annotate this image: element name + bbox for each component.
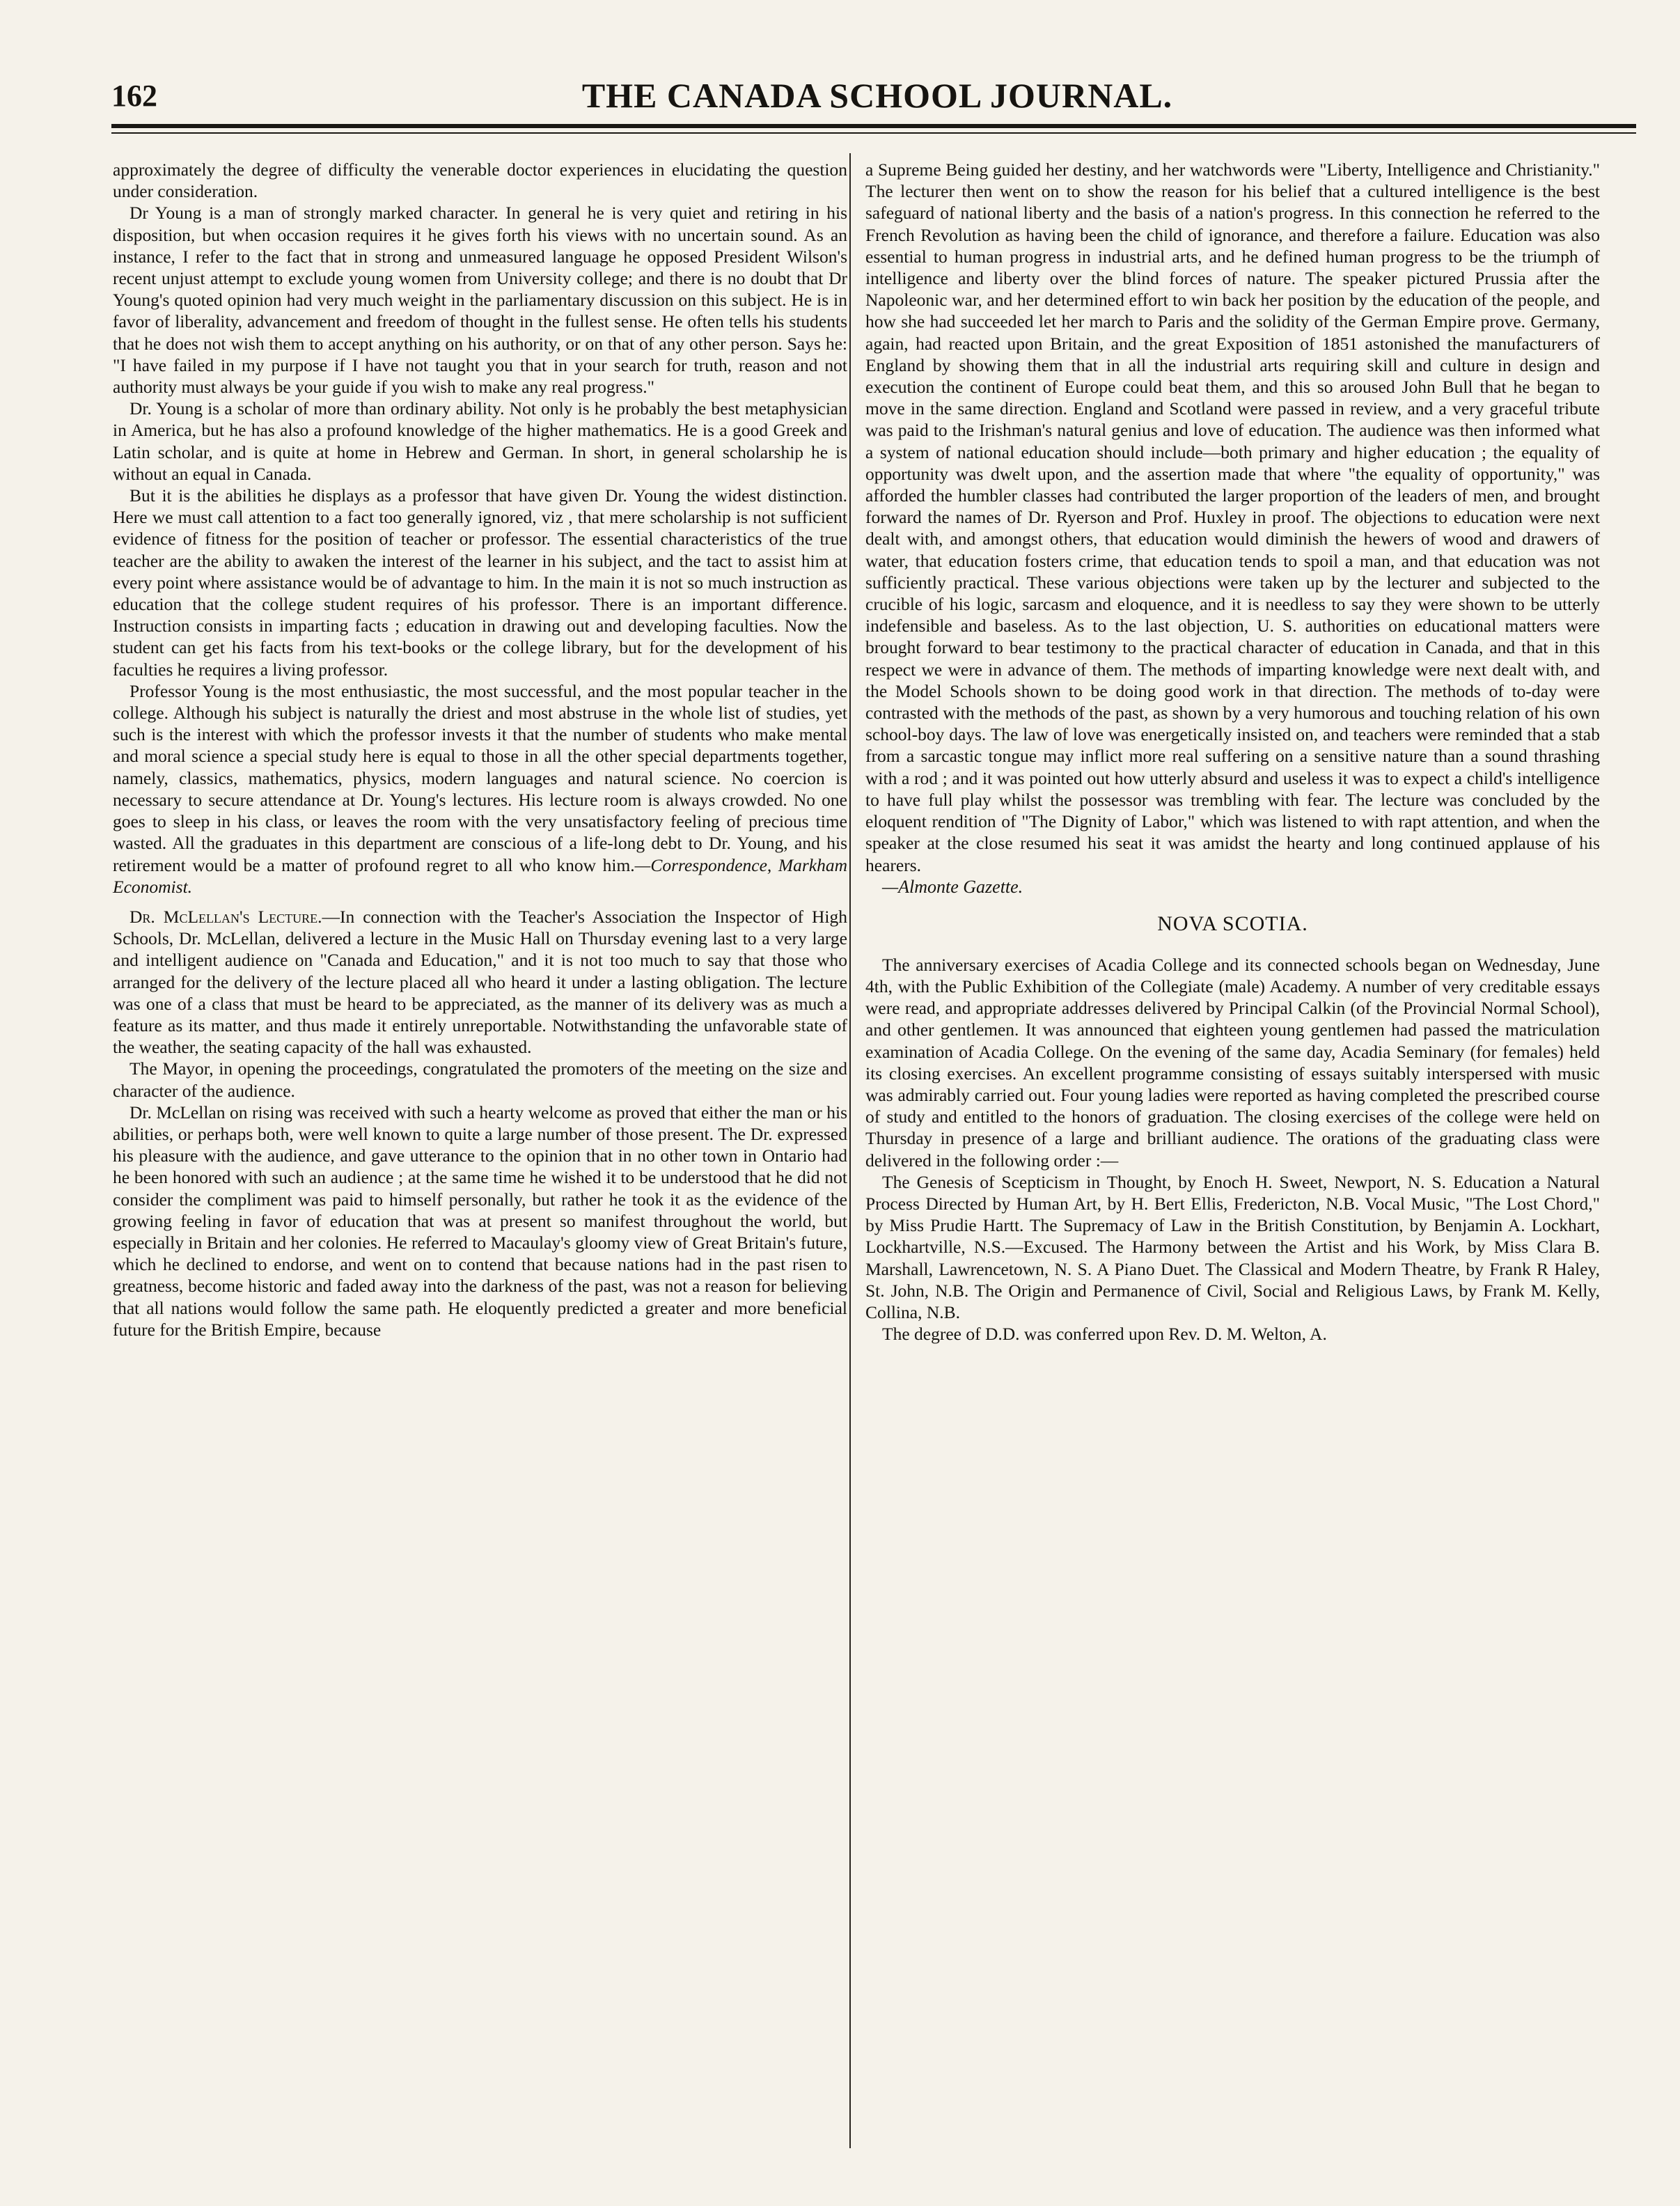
mclellan-paragraph: The Mayor, in opening the proceedings, congratulated the promoters of the meeting on the size and character of the audience. [113, 1058, 847, 1101]
left-column [113, 159, 847, 1340]
young-paragraph: Dr Young is a man of strongly marked character. In general he is very quiet and retiring in his disposition, but when occasion requires it he gives forth his views with no uncertain sound. As an instance, I refer to the fact that in strong and unmeasured language he opposed President Wilson's recent unjust attempt to exclude young women from University college; and there is no doubt that Dr Young's quoted opinion had very much weight in the parliamentary discussion on this subject. He is in favor of liberality, advancement and freedom of thought in the fullest sense. He often tells his students that he does not wish them to accept anything on his authority, or on that of any other person. Says he: "I have failed in my purpose if I have not taught you that in your search for truth, reason and not authority must always be your guide if you wish to make any real progress." [113, 203, 847, 398]
mclellan-lecture-text: —In connection with the Teacher's Association the Inspector of High Schools, Dr. McLellan, delivered a lecture in the Music Hall on Thursday evening last to a very large and intelligent audience on "Canada and Education," and it is not too much to say that those who arranged for the delivery of the lecture placed all who heard it under a lasting obligation. The lecture was one of a class that must be heard to be appreciated, as the manner of its delivery was as much a feature as its matter, and thus made it entirely unreportable. Notwithstanding the unfavorable state of the weather, the seating capacity of the hall was exhausted. [113, 906, 847, 1058]
page-header [111, 75, 1643, 120]
page-number: 162 [111, 79, 157, 113]
mclellan-lecture-paragraph [113, 906, 847, 1058]
young-paragraph [113, 680, 847, 898]
nova-scotia-paragraph: The Genesis of Scepticism in Thought, by Enoch H. Sweet, Newport, N. S. Education a Natural Process Directed by Human Art, by H. Bert Ellis, Fredericton, N.B. Vocal Music, "The Lost Chord," by Miss Prudie Hartt. The Supremacy of Law in the British Constitution, by Benjamin A. Lockhart, Lockhartville, N.S.—Excused. The Harmony between the Artist and his Work, by Miss Clara B. Marshall, Lawrencetown, N. S. A Piano Duet. The Classical and Modern Theatre, by Frank R Haley, St. John, N.B. The Origin and Permanence of Civil, Social and Religious Laws, by Frank M. Kelly, Collina, N.B. [865, 1171, 1600, 1322]
header-rule-thick [111, 124, 1636, 128]
article-heading: Dr. McLellan's Lecture. [129, 906, 322, 927]
mclellan-continuation: a Supreme Being guided her destiny, and her watchwords were "Liberty, Intelligence and Christianity." The lecturer then went on to show the reason for his belief that a cultured intelligence is the best safeguard of national liberty and the basis of a nation's progress. In this connection he referred to the French Revolution as having been the child of ignorance, and therefore a failure. Education was also essential to human progress in industrial arts, and he defined human progress to be the triumph of intelligence and liberty over the blind forces of nature. The speaker pictured Prussia after the Napoleonic war, and her determined effort to win back her position by the education of the people, and how she had succeeded let her march to Paris and the solidity of the German Empire prove. Germany, again, had reacted upon Britain, and the great Exposition of 1851 astonished the manufacturers of England by showing them that in all the industrial arts requiring skill and culture in design and execution the continent of Europe could beat them, and this so aroused John Bull that he began to move in the same direction. England and Scotland were passed in review, and a very graceful tribute was paid to the Irishman's natural genius and love of education. The audience was then informed what a system of national education should include—both primary and higher education ; the equality of opportunity was dwelt upon, and the assertion made that where "the equality of opportunity," was afforded the humbler classes had contributed the larger proportion of the leaders of men, and brought forward the names of Dr. Ryerson and Prof. Huxley in proof. The objections to education were next dealt with, and amongst others, that education would diminish the hewers of wood and drawers of water, that education fosters crime, that education tends to spoil a man, and that education was not sufficiently practical. These various objections were taken up by the lecturer and subjected to the crucible of his logic, sarcasm and eloquence, and it is needless to say they were shown to be utterly indefensible and baseless. As to the last objection, U. S. authorities on educational matters were brought forward to bear testimony to the practical character of education in Canada, and that in this respect we were in advance of them. The methods of imparting knowledge were next dealt with, and the Model Schools shown to be doing good work in that direction. The methods of to-day were contrasted with the methods of the past, as shown by a very humorous and touching relation of his own school-boy days. The law of love was energetically insisted on, and teachers were reminded that a stab from a sarcastic tongue may inflict more real suffering on a sensitive nature than a sound thrashing with a rod ; and it was pointed out how utterly absurd and useless it was to expect a child's intelligence to have full play whilst the possessor was trembling with fear. The lecture was concluded by the eloquent rendition of "The Dignity of Labor," which was listened to with rapt attention, and when the speaker at the close resumed his seat it was amidst the hearty and long continued applause of his hearers. [865, 159, 1600, 875]
header-rule-thin [111, 132, 1636, 134]
young-paragraph: Dr. Young is a scholar of more than ordinary ability. Not only is he probably the best metaphysician in America, but he has also a profound knowledge of the higher mathematics. He is a good Greek and Latin scholar, and is quite at home in Hebrew and German. In short, in general scholarship he is without an equal in Canada. [113, 398, 847, 484]
mclellan-paragraph: Dr. McLellan on rising was received with such a hearty welcome as proved that either the man or his abilities, or perhaps both, were well known to quite a large number of those present. The Dr. expressed his pleasure with the audience, and gave utterance to the opinion that in no other town in Ontario had he been honored with such an audience ; at the same time he wished it to be understood that he did not consider the compliment was paid to himself personally, but rather he took it as the evidence of the growing feeling in favor of education that was at present so manifest throughout the world, but especially in Britain and her colonies. He referred to Macaulay's gloomy view of Great Britain's future, which he declined to endorse, and went on to contend that because nations had in the past risen to greatness, become historic and faded away into the darkness of the past, was not a reason for believing that all nations would follow the same path. He eloquently predicted a greater and more beneficial future for the British Empire, because [113, 1102, 847, 1340]
article-source: —Correspondence, Markham Economist. [113, 854, 847, 897]
young-paragraph: But it is the abilities he displays as a professor that have given Dr. Young the widest distinction. Here we must call attention to a fact too generally ignored, viz , that mere scholarship is not sufficient evidence of fitness for the position of teacher or professor. The essential characteristics of the true teacher are the ability to awaken the interest of the learner in his subject, and the tact to assist him at every point where assistance would be of advantage to him. In the main it is not so much instruction as education that the college student requires of his professor. There is an important difference. Instruction consists in imparting facts ; education in drawing out and developing faculties. Now the student can get his facts from his text-books or the college library, but for the development of his faculties he requires a living professor. [113, 485, 847, 680]
article-source: —Almonte Gazette. [882, 876, 1023, 897]
journal-title: THE CANADA SCHOOL JOURNAL. [581, 76, 1173, 115]
young-paragraph-text: Professor Young is the most enthusiastic, the most successful, and the most popular teacher in the college. Although his subject is naturally the driest and most abstruse in the whole list of studies, yet such is the interest with which the professor invests it that the number of students who make mental and moral science a special study here is equal to those in all the other special departments together, namely, classics, mathematics, physics, modern languages and natural science. No coercion is necessary to secure attendance at Dr. Young's lectures. His lecture room is always crowded. No one goes to sleep in his class, or leaves the room with the very unsatisfactory feeling of precious time wasted. All the graduates in this department are conscious of a life-long debt to Dr. Young, and his retirement would be a matter of profound regret to all who know him. [113, 680, 847, 875]
young-paragraph: approximately the degree of difficulty the venerable doctor experiences in elucidating the question under consideration. [113, 159, 847, 202]
nova-scotia-paragraph: The anniversary exercises of Acadia College and its connected schools began on Wednesday, June 4th, with the Public Exhibition of the Collegiate (male) Academy. A number of very creditable essays were read, and appropriate addresses delivered by Principal Calkin (of the Provincial Normal School), and other gentlemen. It was announced that eighteen young gentlemen had passed the matriculation examination of Acadia College. On the evening of the same day, Acadia Seminary (for females) held its closing exercises. An excellent programme consisting of essays suitably interspersed with music was admirably carried out. Four young ladies were reported as having completed the prescribed course of study and entitled to the honors of graduation. The closing exercises of the college were held on Thursday in presence of a large and brilliant audience. The orations of the graduating class were delivered in the following order :— [865, 954, 1600, 1171]
nova-scotia-paragraph: The degree of D.D. was conferred upon Rev. D. M. Welton, A. [882, 1324, 1327, 1345]
right-column [865, 159, 1600, 1345]
column-divider [849, 153, 851, 2148]
section-heading: NOVA SCOTIA. [1157, 912, 1308, 935]
